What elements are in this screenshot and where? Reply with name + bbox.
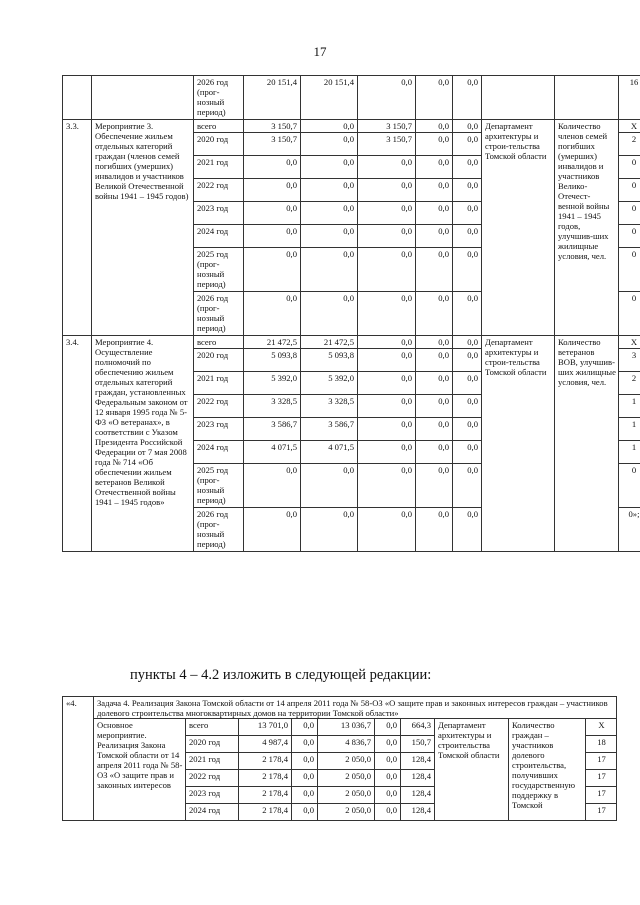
value-cell: 3 586,7 — [301, 418, 358, 441]
value-cell: 0,0 — [416, 441, 453, 464]
value-cell: 0,0 — [375, 753, 401, 770]
indicator-value-cell: 0 — [619, 156, 640, 179]
value-cell: 0,0 — [416, 418, 453, 441]
indicator-value-cell: 16 — [619, 76, 640, 120]
value-cell: 0,0 — [358, 508, 416, 552]
value-cell: 0,0 — [453, 336, 482, 349]
value-cell: 0,0 — [375, 719, 401, 736]
value-cell: 0,0 — [453, 133, 482, 156]
value-cell: 0,0 — [375, 736, 401, 753]
measure-num-cell: 3.4. — [63, 336, 92, 552]
value-cell: 0,0 — [358, 395, 416, 418]
year-cell: 2023 год — [186, 787, 239, 804]
value-cell: 3 150,7 — [244, 133, 301, 156]
value-cell: 20 151,4 — [244, 76, 301, 120]
value-cell: 3 586,7 — [244, 418, 301, 441]
value-cell: 0,0 — [375, 804, 401, 821]
measure-name-cell: Мероприятие 4. Осуществление полномочий по обеспечению жильем отдельных категорий граждан, установленных Федеральным законом от 12 января 1995 года № 5-ФЗ «О ветеранах», в соответствии с Указом Президента Российской Федерации от 7 мая 2008 года № 714 «Об обеспечении жильем ветеранов Великой Отечественной войны 1941 – 1945 годов» — [92, 336, 194, 552]
value-cell: 0,0 — [301, 133, 358, 156]
indicator-name-cell: Количество членов семей погибших (умерших) инвалидов и участников Велико-Отечест-венной войны 1941 – 1945 годов, улучшив-ших жилищные условия, чел. — [555, 120, 619, 336]
value-cell: 0,0 — [358, 156, 416, 179]
value-cell: 0,0 — [375, 770, 401, 787]
value-cell: 3 328,5 — [301, 395, 358, 418]
indicator-value-cell: Х — [619, 336, 640, 349]
value-cell: 2 050,0 — [318, 804, 375, 821]
value-cell: 2 178,4 — [239, 804, 292, 821]
value-cell: 0,0 — [244, 464, 301, 508]
indicator-value-cell: 18 — [586, 736, 617, 753]
executor-cell — [482, 76, 555, 120]
value-cell: 13 036,7 — [318, 719, 375, 736]
value-cell: 0,0 — [416, 202, 453, 225]
measure-num-cell: 3.3. — [63, 120, 92, 336]
year-cell: 2022 год — [186, 770, 239, 787]
value-cell: 0,0 — [244, 248, 301, 292]
value-cell: 0,0 — [292, 736, 318, 753]
year-cell: 2022 год — [194, 179, 244, 202]
value-cell: 0,0 — [453, 418, 482, 441]
indicator-value-cell: 0 — [619, 248, 640, 292]
executor-cell: Департамент архитектуры и строительства Томской области — [435, 719, 509, 821]
indicator-value-cell: 0 — [619, 292, 640, 336]
value-cell: 0,0 — [244, 156, 301, 179]
indicator-value-cell: 2 — [619, 133, 640, 156]
indicator-value-cell: 1 — [619, 395, 640, 418]
value-cell: 150,7 — [401, 736, 435, 753]
value-cell: 0,0 — [453, 441, 482, 464]
value-cell: 3 150,7 — [358, 133, 416, 156]
value-cell: 0,0 — [453, 395, 482, 418]
program-table — [62, 75, 640, 552]
value-cell: 4 987,4 — [239, 736, 292, 753]
value-cell: 0,0 — [416, 372, 453, 395]
year-cell: 2021 год — [194, 372, 244, 395]
value-cell: 2 050,0 — [318, 753, 375, 770]
value-cell: 5 392,0 — [244, 372, 301, 395]
value-cell: 0,0 — [301, 202, 358, 225]
value-cell: 0,0 — [453, 464, 482, 508]
value-cell: 0,0 — [358, 441, 416, 464]
executor-cell: Департамент архитектуры и строи-тельства Томской области — [482, 120, 555, 336]
value-cell: 3 328,5 — [244, 395, 301, 418]
year-cell: 2026 год (прог-нозный период) — [194, 508, 244, 552]
value-cell: 0,0 — [416, 225, 453, 248]
value-cell: 128,4 — [401, 753, 435, 770]
measure-name-cell: Мероприятие 3. Обеспечение жильем отдельных категорий граждан (членов семей погибших (умерших) инвалидов и участников Великой Отечественной войны 1941 – 1945 годов) — [92, 120, 194, 336]
value-cell: 0,0 — [453, 349, 482, 372]
value-cell: 0,0 — [292, 787, 318, 804]
indicator-value-cell: 17 — [586, 787, 617, 804]
indicator-value-cell: 17 — [586, 753, 617, 770]
value-cell: 0,0 — [244, 292, 301, 336]
measure-num-cell — [63, 76, 92, 120]
value-cell: 4 071,5 — [301, 441, 358, 464]
value-cell: 0,0 — [416, 349, 453, 372]
year-cell: всего — [194, 336, 244, 349]
value-cell: 0,0 — [358, 336, 416, 349]
value-cell: 0,0 — [358, 248, 416, 292]
value-cell: 21 472,5 — [301, 336, 358, 349]
year-cell: 2026 год (прог-нозный период) — [194, 292, 244, 336]
year-cell: всего — [186, 719, 239, 736]
year-cell: 2026 год (прог-нозный период) — [194, 76, 244, 120]
year-cell: 2023 год — [194, 418, 244, 441]
indicator-value-cell: 0 — [619, 464, 640, 508]
table-row — [63, 719, 617, 736]
value-cell: 0,0 — [416, 120, 453, 133]
value-cell: 2 178,4 — [239, 770, 292, 787]
value-cell: 0,0 — [416, 292, 453, 336]
year-cell: 2023 год — [194, 202, 244, 225]
value-cell: 3 150,7 — [358, 120, 416, 133]
value-cell: 0,0 — [244, 179, 301, 202]
executor-cell: Департамент архитектуры и строи-тельства Томской области — [482, 336, 555, 552]
value-cell: 0,0 — [358, 349, 416, 372]
year-cell: 2024 год — [186, 804, 239, 821]
indicator-value-cell: 0 — [619, 202, 640, 225]
table-row — [63, 76, 640, 120]
value-cell: 2 178,4 — [239, 753, 292, 770]
value-cell: 0,0 — [453, 120, 482, 133]
value-cell: 4 071,5 — [244, 441, 301, 464]
value-cell: 0,0 — [358, 292, 416, 336]
value-cell: 0,0 — [301, 292, 358, 336]
indicator-value-cell: Х — [586, 719, 617, 736]
indicator-name-cell — [555, 76, 619, 120]
year-cell: всего — [194, 120, 244, 133]
value-cell: 0,0 — [453, 248, 482, 292]
indicator-value-cell: 1 — [619, 418, 640, 441]
indicator-name-cell: Количество граждан – участников долевого строительства, получивших государственную поддержку в Томской — [509, 719, 586, 821]
value-cell: 0,0 — [416, 248, 453, 292]
value-cell: 0,0 — [301, 120, 358, 133]
year-cell: 2021 год — [194, 156, 244, 179]
value-cell: 0,0 — [416, 336, 453, 349]
value-cell: 0,0 — [453, 225, 482, 248]
value-cell: 0,0 — [416, 156, 453, 179]
task-num-cell: «4. — [63, 697, 94, 821]
year-cell: 2022 год — [194, 395, 244, 418]
indicator-name-cell: Количество ветеранов ВОВ, улучшив-ших жилищные условия, чел. — [555, 336, 619, 552]
indicator-value-cell: 17 — [586, 770, 617, 787]
value-cell: 21 472,5 — [244, 336, 301, 349]
value-cell: 2 178,4 — [239, 787, 292, 804]
value-cell: 0,0 — [358, 76, 416, 120]
value-cell: 128,4 — [401, 770, 435, 787]
value-cell: 0,0 — [301, 464, 358, 508]
value-cell: 0,0 — [358, 464, 416, 508]
value-cell: 0,0 — [301, 179, 358, 202]
value-cell: 0,0 — [292, 804, 318, 821]
year-cell: 2025 год (прог-нозный период) — [194, 248, 244, 292]
indicator-value-cell: Х — [619, 120, 640, 133]
page-number: 17 — [313, 44, 327, 59]
value-cell: 0,0 — [453, 372, 482, 395]
value-cell: 0,0 — [244, 225, 301, 248]
value-cell: 0,0 — [292, 753, 318, 770]
value-cell: 128,4 — [401, 804, 435, 821]
value-cell: 5 093,8 — [244, 349, 301, 372]
value-cell: 0,0 — [416, 508, 453, 552]
measure-name-cell — [92, 76, 194, 120]
year-cell: 2020 год — [194, 349, 244, 372]
value-cell: 0,0 — [301, 156, 358, 179]
value-cell: 20 151,4 — [301, 76, 358, 120]
value-cell: 0,0 — [292, 719, 318, 736]
value-cell: 0,0 — [301, 508, 358, 552]
value-cell: 0,0 — [416, 76, 453, 120]
value-cell: 0,0 — [453, 156, 482, 179]
indicator-value-cell: 0 — [619, 179, 640, 202]
year-cell: 2021 год — [186, 753, 239, 770]
indicator-value-cell: 2 — [619, 372, 640, 395]
value-cell: 0,0 — [416, 464, 453, 508]
value-cell: 3 150,7 — [244, 120, 301, 133]
task4-table — [62, 696, 617, 821]
year-cell: 2020 год — [186, 736, 239, 753]
indicator-value-cell: 17 — [586, 804, 617, 821]
value-cell: 2 050,0 — [318, 787, 375, 804]
indicator-value-cell: 1 — [619, 441, 640, 464]
indicator-value-cell: 0 — [619, 225, 640, 248]
value-cell: 0,0 — [453, 179, 482, 202]
year-cell: 2024 год — [194, 225, 244, 248]
indicator-value-cell: 0»; — [619, 508, 640, 552]
value-cell: 0,0 — [301, 225, 358, 248]
value-cell: 0,0 — [358, 372, 416, 395]
value-cell: 0,0 — [453, 292, 482, 336]
value-cell: 2 050,0 — [318, 770, 375, 787]
value-cell: 0,0 — [292, 770, 318, 787]
value-cell: 0,0 — [358, 179, 416, 202]
task-title-cell: Задача 4. Реализация Закона Томской области от 14 апреля 2011 года № 58-ОЗ «О защите прав и законных интересов граждан – участников долевого строительства многоквартирных домов на территории Томской области» — [94, 697, 617, 719]
value-cell: 0,0 — [416, 395, 453, 418]
value-cell: 0,0 — [416, 133, 453, 156]
value-cell: 4 836,7 — [318, 736, 375, 753]
value-cell: 0,0 — [358, 225, 416, 248]
value-cell: 664,3 — [401, 719, 435, 736]
value-cell: 0,0 — [375, 787, 401, 804]
table-row — [63, 120, 640, 133]
value-cell: 0,0 — [244, 508, 301, 552]
value-cell: 0,0 — [358, 418, 416, 441]
measure-name-cell: Основное мероприятие. Реализация Закона Томской области от 14 апреля 2011 года № 58-ОЗ «О защите прав и законных интересов — [94, 719, 186, 821]
table-row — [63, 336, 640, 349]
value-cell: 0,0 — [244, 202, 301, 225]
value-cell: 5 093,8 — [301, 349, 358, 372]
table-row — [63, 697, 617, 719]
year-cell: 2020 год — [194, 133, 244, 156]
value-cell: 0,0 — [453, 76, 482, 120]
value-cell: 0,0 — [416, 179, 453, 202]
value-cell: 13 701,0 — [239, 719, 292, 736]
year-cell: 2024 год — [194, 441, 244, 464]
indicator-value-cell: 3 — [619, 349, 640, 372]
value-cell: 0,0 — [358, 202, 416, 225]
value-cell: 5 392,0 — [301, 372, 358, 395]
year-cell: 2025 год (прог-нозный период) — [194, 464, 244, 508]
value-cell: 0,0 — [301, 248, 358, 292]
value-cell: 0,0 — [453, 508, 482, 552]
value-cell: 0,0 — [453, 202, 482, 225]
amendment-paragraph: пункты 4 – 4.2 изложить в следующей редакции: — [130, 667, 432, 683]
value-cell: 128,4 — [401, 787, 435, 804]
